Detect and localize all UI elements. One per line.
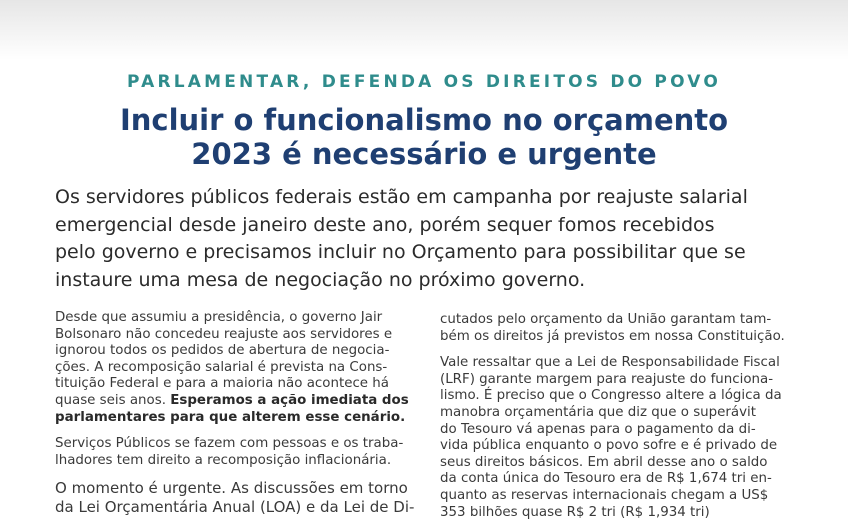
emphasis-line: parlamentares para que alterem esse cenário. (55, 409, 406, 425)
left-column (55, 310, 421, 517)
right-paragraph-1 (440, 312, 806, 345)
body-line: Vale ressaltar que a Lei de Responsabilidade Fiscal (440, 355, 780, 371)
body-line: da conta única do Tesouro era de R$ 1,674 tri en- (440, 471, 772, 487)
body-line: vida pública enquanto o povo sofre e é privado de (440, 438, 778, 454)
body-line: seus direitos básicos. Em abril desse ano o saldo (440, 454, 768, 470)
lede-line: instaure uma mesa de negociação no próximo governo. (55, 268, 586, 291)
lede-line: Os servidores públicos federais estão em campanha por reajuste salarial (55, 186, 748, 208)
left-paragraph-2 (55, 436, 421, 469)
body-line: (LRF) garante margem para reajuste do funciona- (440, 371, 774, 387)
body-line: O momento é urgente. As discussões em torno (55, 479, 408, 498)
body-line: cutados pelo orçamento da União garantam tam- (440, 312, 772, 327)
headline (0, 103, 848, 171)
body-line: ções. A recomposição salarial é prevista na Cons- (55, 359, 388, 375)
right-paragraph-2 (440, 355, 806, 521)
body-line: Bolsonaro não concedeu reajuste aos servidores e (55, 326, 393, 342)
body-line: lhadores tem direito a recomposição inflacionária. (55, 452, 392, 468)
emphasis-text: Esperamos a ação imediata dos (170, 392, 409, 408)
body-line-mixed (55, 393, 421, 410)
lede-line: emergencial desde janeiro deste ano, porém sequer fomos recebidos (55, 213, 715, 236)
headline-line-1: Incluir o funcionalismo no orçamento (119, 103, 729, 137)
body-line: do Tesouro vá apenas para o pagamento da di- (440, 421, 756, 437)
body-line: tituição Federal e para a maioria não acontece há (55, 376, 389, 392)
body-line: lismo. É preciso que o Congresso altere a lógica da (440, 388, 782, 404)
body-line: ignorou todos os pedidos de abertura de negocia- (55, 343, 390, 359)
body-line: quanto as reservas internacionais chegam a US$ (440, 487, 769, 503)
body-line: Serviços Públicos se fazem com pessoas e os traba- (55, 436, 404, 452)
left-paragraph-1 (55, 310, 421, 426)
top-gradient-band (0, 0, 848, 60)
headline-line-2: 2023 é necessário e urgente (191, 137, 657, 171)
body-line: 353 bilhões quase R$ 2 tri (R$ 1,934 tri) (440, 504, 710, 520)
left-paragraph-3 (55, 479, 421, 517)
body-line: da Lei Orçamentária Anual (LOA) e da Lei de Di- (55, 498, 415, 517)
body-text: quase seis anos. (55, 392, 166, 408)
body-line: manobra orçamentária que diz que o superávit (440, 404, 757, 420)
body-line: bém os direitos já previstos em nossa Constituição. (440, 328, 785, 344)
section-kicker: PARLAMENTAR, DEFENDA OS DIREITOS DO POVO (126, 72, 721, 92)
lede-line: pelo governo e precisamos incluir no Orçamento para possibilitar que se (55, 241, 746, 263)
body-line: Desde que assumiu a presidência, o governo Jair (55, 310, 383, 325)
lede-paragraph (55, 184, 805, 294)
right-column (440, 312, 806, 521)
